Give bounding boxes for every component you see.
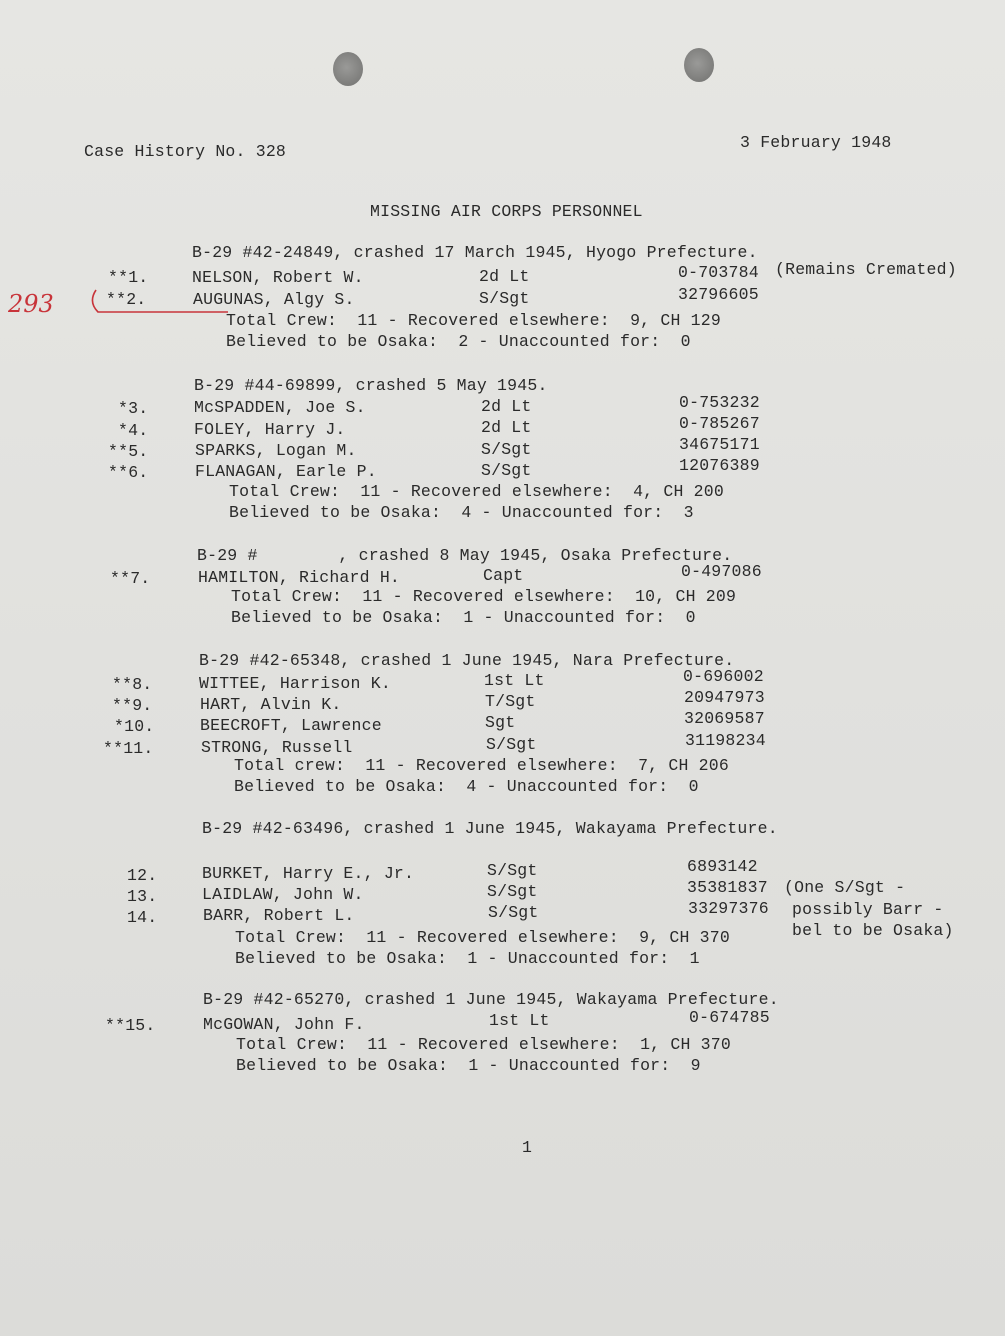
- crew-name: McSPADDEN, Joe S.: [194, 398, 366, 417]
- crew-name: LAIDLAW, John W.: [202, 885, 364, 904]
- aircraft-line: B-29 #42-24849, crashed 17 March 1945, Hyogo Prefecture.: [192, 243, 758, 262]
- crew-name: BEECROFT, Lawrence: [200, 716, 382, 735]
- crew-rank: S/Sgt: [487, 861, 538, 880]
- crew-rank: S/Sgt: [481, 440, 532, 459]
- crew-name: SPARKS, Logan M.: [195, 441, 357, 460]
- punch-hole-left: [333, 52, 363, 86]
- crew-rank: Capt: [483, 566, 524, 585]
- crew-rank: T/Sgt: [485, 692, 536, 711]
- crew-serial: 20947973: [684, 688, 765, 707]
- crew-serial: 6893142: [687, 857, 758, 876]
- aircraft-line: B-29 #42-65348, crashed 1 June 1945, Nara Prefecture.: [199, 651, 735, 670]
- crew-serial: 0-785267: [679, 414, 760, 433]
- page-number: 1: [522, 1138, 533, 1157]
- osaka-line: Believed to be Osaka: 1 - Unaccounted for: 9: [236, 1056, 701, 1075]
- aircraft-line: B-29 # , crashed 8 May 1945, Osaka Prefecture.: [197, 546, 733, 565]
- crew-name: BURKET, Harry E., Jr.: [202, 864, 415, 883]
- crew-serial: 35381837: [687, 878, 768, 897]
- crew-rank: S/Sgt: [487, 882, 538, 901]
- crew-note: bel to be Osaka): [792, 921, 954, 940]
- crew-serial: 0-753232: [679, 393, 760, 412]
- aircraft-line: B-29 #44-69899, crashed 5 May 1945.: [194, 376, 548, 395]
- crew-rank: S/Sgt: [479, 289, 530, 308]
- crew-name: BARR, Robert L.: [203, 906, 355, 925]
- total-crew-line: Total Crew: 11 - Recovered elsewhere: 10, CH 209: [231, 587, 737, 606]
- crew-rank: S/Sgt: [481, 461, 532, 480]
- crew-name: WITTEE, Harrison K.: [199, 674, 391, 693]
- aircraft-line: B-29 #42-65270, crashed 1 June 1945, Wakayama Prefecture.: [203, 990, 779, 1009]
- svg-text:293: 293: [8, 290, 54, 318]
- crew-note: (One S/Sgt -: [784, 878, 906, 897]
- crew-name: HART, Alvin K.: [200, 695, 342, 714]
- crew-rank: 2d Lt: [481, 397, 532, 416]
- crew-name: NELSON, Robert W.: [192, 268, 364, 287]
- document-title: MISSING AIR CORPS PERSONNEL: [370, 202, 643, 221]
- crew-rank: S/Sgt: [488, 903, 539, 922]
- osaka-line: Believed to be Osaka: 1 - Unaccounted for: 0: [231, 608, 696, 627]
- total-crew-line: Total Crew: 11 - Recovered elsewhere: 1, CH 370: [236, 1035, 731, 1054]
- crew-serial: 0-696002: [683, 667, 764, 686]
- crew-name: McGOWAN, John F.: [203, 1015, 365, 1034]
- crew-name: HAMILTON, Richard H.: [198, 568, 401, 587]
- crew-number: *3.: [118, 399, 149, 418]
- aircraft-line: B-29 #42-63496, crashed 1 June 1945, Wakayama Prefecture.: [202, 819, 778, 838]
- crew-rank: 1st Lt: [484, 671, 545, 690]
- case-history-number: Case History No. 328: [84, 142, 287, 161]
- total-crew-line: Total Crew: 11 - Recovered elsewhere: 4, CH 200: [229, 482, 724, 501]
- total-crew-line: Total Crew: 11 - Recovered elsewhere: 9, CH 129: [226, 311, 721, 330]
- crew-serial: 12076389: [679, 456, 760, 475]
- crew-number: 12.: [127, 866, 158, 885]
- total-crew-line: Total crew: 11 - Recovered elsewhere: 7, CH 206: [234, 756, 729, 775]
- osaka-line: Believed to be Osaka: 2 - Unaccounted for: 0: [226, 332, 691, 351]
- crew-name: FLANAGAN, Earle P.: [195, 462, 377, 481]
- crew-rank: 1st Lt: [489, 1011, 550, 1030]
- crew-note: possibly Barr -: [792, 900, 944, 919]
- crew-number: *10.: [114, 717, 155, 736]
- crew-number: 14.: [127, 908, 158, 927]
- crew-note: (Remains Cremated): [775, 260, 957, 279]
- crew-number: **9.: [112, 696, 153, 715]
- punch-hole-right: [684, 48, 714, 82]
- crew-number: *4.: [118, 421, 149, 440]
- crew-serial: 0-497086: [681, 562, 762, 581]
- crew-number: 13.: [127, 887, 158, 906]
- crew-serial: 32069587: [684, 709, 765, 728]
- document-date: 3 February 1948: [740, 133, 892, 152]
- crew-number: **7.: [110, 569, 151, 588]
- crew-number: **5.: [108, 442, 149, 461]
- osaka-line: Believed to be Osaka: 4 - Unaccounted for: 3: [229, 503, 694, 522]
- crew-rank: 2d Lt: [479, 267, 530, 286]
- crew-rank: S/Sgt: [486, 735, 537, 754]
- crew-serial: 33297376: [688, 899, 769, 918]
- crew-rank: 2d Lt: [481, 418, 532, 437]
- crew-number: **11.: [103, 739, 154, 758]
- crew-number: **1.: [108, 268, 149, 287]
- crew-name: AUGUNAS, Algy S.: [193, 290, 355, 309]
- crew-rank: Sgt: [485, 713, 516, 732]
- crew-number: **2.: [106, 290, 147, 309]
- crew-number: **6.: [108, 463, 149, 482]
- crew-name: FOLEY, Harry J.: [194, 420, 346, 439]
- crew-name: STRONG, Russell: [201, 738, 353, 757]
- crew-serial: 31198234: [685, 731, 766, 750]
- crew-serial: 0-674785: [689, 1008, 770, 1027]
- total-crew-line: Total Crew: 11 - Recovered elsewhere: 9, CH 370: [235, 928, 730, 947]
- crew-serial: 32796605: [678, 285, 759, 304]
- osaka-line: Believed to be Osaka: 1 - Unaccounted for: 1: [235, 949, 700, 968]
- crew-serial: 0-703784: [678, 263, 759, 282]
- crew-number: **15.: [105, 1016, 156, 1035]
- crew-number: **8.: [112, 675, 153, 694]
- crew-serial: 34675171: [679, 435, 760, 454]
- osaka-line: Believed to be Osaka: 4 - Unaccounted for: 0: [234, 777, 699, 796]
